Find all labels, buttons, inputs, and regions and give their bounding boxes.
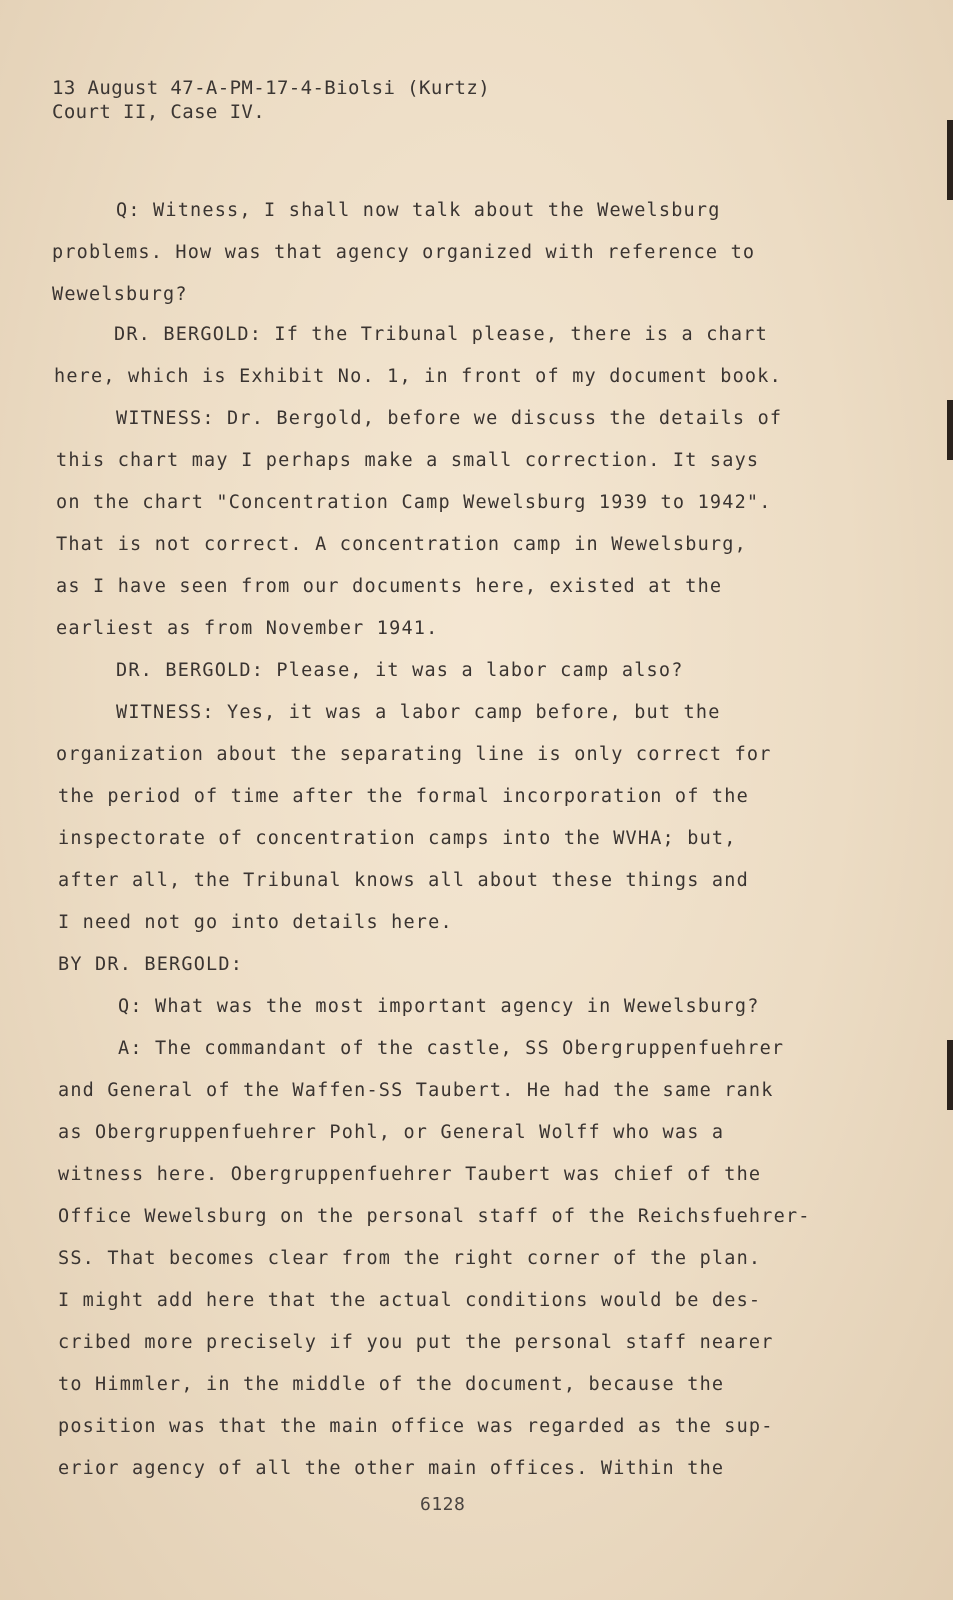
page-edge-shadow bbox=[947, 120, 953, 200]
header-line: Court II, Case IV. bbox=[52, 101, 266, 123]
text-line: as Obergruppenfuehrer Pohl, or General Wolff who was a bbox=[58, 1122, 725, 1143]
text-line: position was that the main office was regarded as the sup- bbox=[58, 1416, 774, 1437]
text-line: to Himmler, in the middle of the document, because the bbox=[58, 1374, 725, 1395]
text-line: on the chart "Concentration Camp Wewelsburg 1939 to 1942". bbox=[56, 492, 772, 513]
text-line: problems. How was that agency organized with reference to bbox=[52, 242, 756, 263]
text-line: WITNESS: Yes, it was a labor camp before, but the bbox=[116, 702, 721, 723]
text-line: witness here. Obergruppenfuehrer Taubert was chief of the bbox=[58, 1164, 762, 1185]
text-line: here, which is Exhibit No. 1, in front of my document book. bbox=[54, 366, 782, 387]
text-line: Wewelsburg? bbox=[52, 284, 188, 305]
text-line: inspectorate of concentration camps into the WVHA; but, bbox=[58, 828, 737, 849]
text-line: I might add here that the actual conditions would be des- bbox=[58, 1290, 762, 1311]
text-line: A: The commandant of the castle, SS Obergruppenfuehrer bbox=[118, 1038, 785, 1059]
text-line: Office Wewelsburg on the personal staff of the Reichsfuehrer- bbox=[58, 1206, 811, 1227]
text-line: WITNESS: Dr. Bergold, before we discuss the details of bbox=[116, 408, 783, 429]
text-line: after all, the Tribunal knows all about these things and bbox=[58, 870, 749, 891]
page-edge-shadow bbox=[947, 1040, 953, 1110]
text-line: the period of time after the formal incorporation of the bbox=[58, 786, 749, 807]
text-line: BY DR. BERGOLD: bbox=[58, 954, 244, 975]
text-line: Q: What was the most important agency in Wewelsburg? bbox=[118, 996, 760, 1017]
text-line: this chart may I perhaps make a small correction. It says bbox=[56, 450, 760, 471]
text-line: DR. BERGOLD: Please, it was a labor camp also? bbox=[116, 660, 684, 681]
text-line: Q: Witness, I shall now talk about the Wewelsburg bbox=[116, 200, 721, 221]
header-line: 13 August 47-A-PM-17-4-Biolsi (Kurtz) bbox=[52, 77, 491, 99]
text-line: erior agency of all the other main offices. Within the bbox=[58, 1458, 725, 1479]
text-line: as I have seen from our documents here, existed at the bbox=[56, 576, 723, 597]
text-line: DR. BERGOLD: If the Tribunal please, there is a chart bbox=[114, 324, 768, 345]
text-line: SS. That becomes clear from the right corner of the plan. bbox=[58, 1248, 762, 1269]
text-line: I need not go into details here. bbox=[58, 912, 453, 933]
text-line: and General of the Waffen-SS Taubert. He had the same rank bbox=[58, 1080, 774, 1101]
document-header bbox=[52, 76, 490, 124]
text-line: cribed more precisely if you put the personal staff nearer bbox=[58, 1332, 774, 1353]
text-line: earliest as from November 1941. bbox=[56, 618, 439, 639]
page-number: 6128 bbox=[420, 1494, 466, 1515]
text-line: organization about the separating line is only correct for bbox=[56, 744, 772, 765]
page-edge-shadow bbox=[947, 400, 953, 460]
text-line: That is not correct. A concentration camp in Wewelsburg, bbox=[56, 534, 747, 555]
